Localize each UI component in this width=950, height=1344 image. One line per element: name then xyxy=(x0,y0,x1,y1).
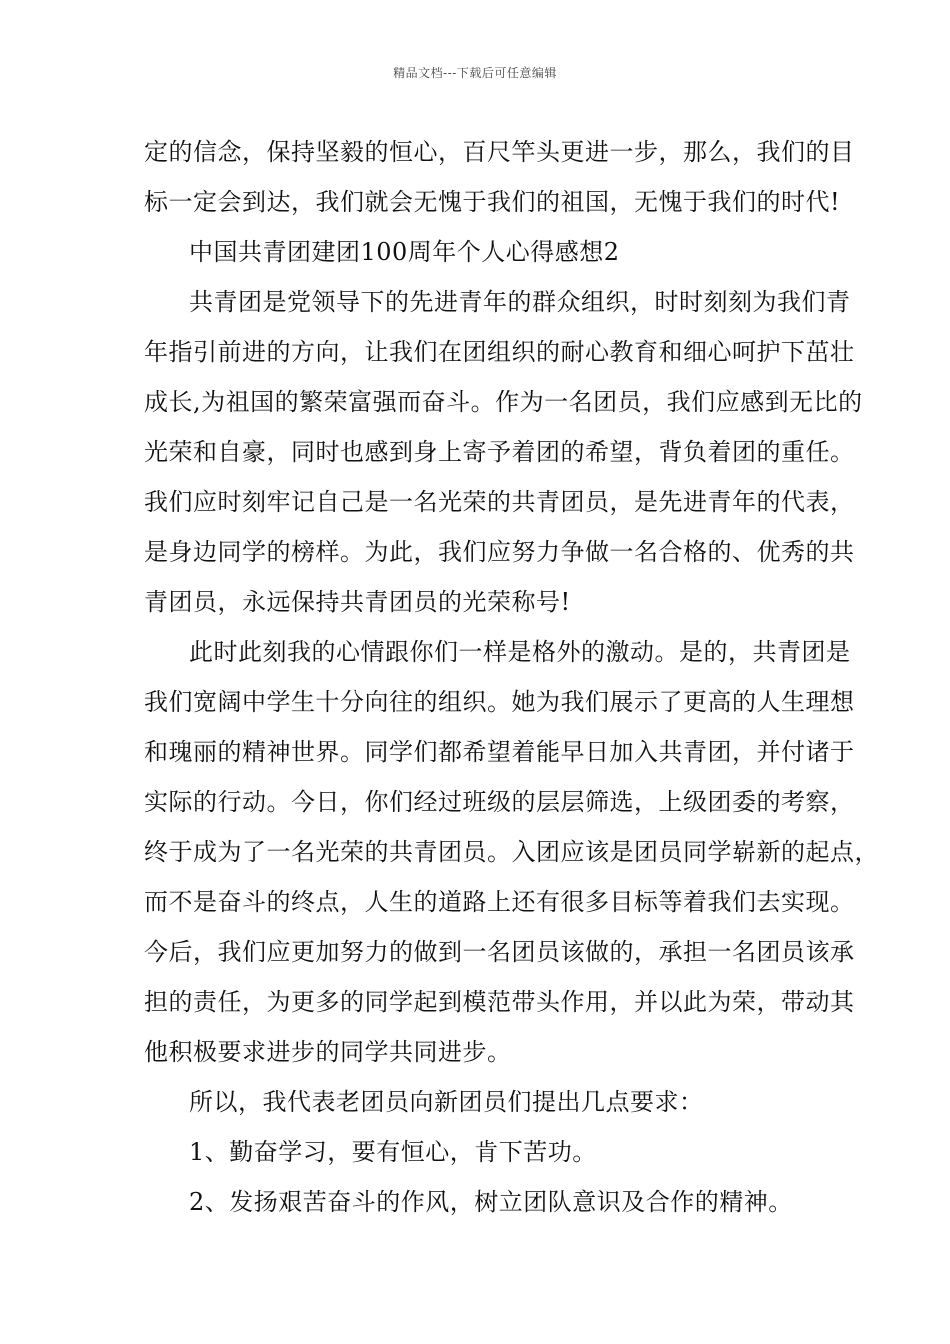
list-item: 1、勤奋学习，要有恒心，肯下苦功。 xyxy=(189,1138,597,1166)
text-line: 定的信念，保持坚毅的恒心，百尺竿头更进一步，那么，我们的目 xyxy=(144,138,855,166)
text-line: 青团员，永远保持共青团员的光荣称号! xyxy=(144,588,571,616)
text-line: 而不是奋斗的终点，人生的道路上还有很多目标等着我们去实现。 xyxy=(144,888,855,916)
text-line: 实际的行动。今日，你们经过班级的层层筛选，上级团委的考察， xyxy=(144,788,855,816)
text-line: 今后，我们应更加努力的做到一名团员该做的，承担一名团员该承 xyxy=(144,938,855,966)
text-line: 担的责任，为更多的同学起到模范带头作用，并以此为荣，带动其 xyxy=(144,988,855,1016)
text-line: 我们应时刻牢记自己是一名光荣的共青团员，是先进青年的代表， xyxy=(144,488,855,516)
text-line: 所以，我代表老团员向新团员们提出几点要求： xyxy=(189,1088,704,1116)
page-header: 精品文档---下载后可任意编辑 xyxy=(393,66,557,80)
text-line: 此时此刻我的心情跟你们一样是格外的激动。是的，共青团是 xyxy=(189,638,851,666)
text-line: 成长,为祖国的繁荣富强而奋斗。作为一名团员，我们应感到无比的 xyxy=(144,388,863,416)
text-line: 我们宽阔中学生十分向往的组织。她为我们展示了更高的人生理想 xyxy=(144,688,855,716)
text-line: 终于成为了一名光荣的共青团员。入团应该是团员同学崭新的起点， xyxy=(144,838,879,866)
text-line: 光荣和自豪，同时也感到身上寄予着团的希望，背负着团的重任。 xyxy=(144,438,855,466)
text-line: 年指引前进的方向，让我们在团组织的耐心教育和细心呵护下茁壮 xyxy=(144,338,855,366)
text-line: 和瑰丽的精神世界。同学们都希望着能早日加入共青团，并付诸于 xyxy=(144,738,855,766)
text-line: 是身边同学的榜样。为此，我们应努力争做一名合格的、优秀的共 xyxy=(144,538,855,566)
list-item: 2、发扬艰苦奋斗的作风，树立团队意识及合作的精神。 xyxy=(189,1188,793,1216)
text-line: 他积极要求进步的同学共同进步。 xyxy=(144,1038,512,1066)
text-line: 标一定会到达，我们就会无愧于我们的祖国，无愧于我们的时代! xyxy=(144,188,841,216)
section-heading: 中国共青团建团100周年个人心得感想2 xyxy=(189,238,620,266)
text-line: 共青团是党领导下的先进青年的群众组织，时时刻刻为我们青 xyxy=(189,288,851,316)
